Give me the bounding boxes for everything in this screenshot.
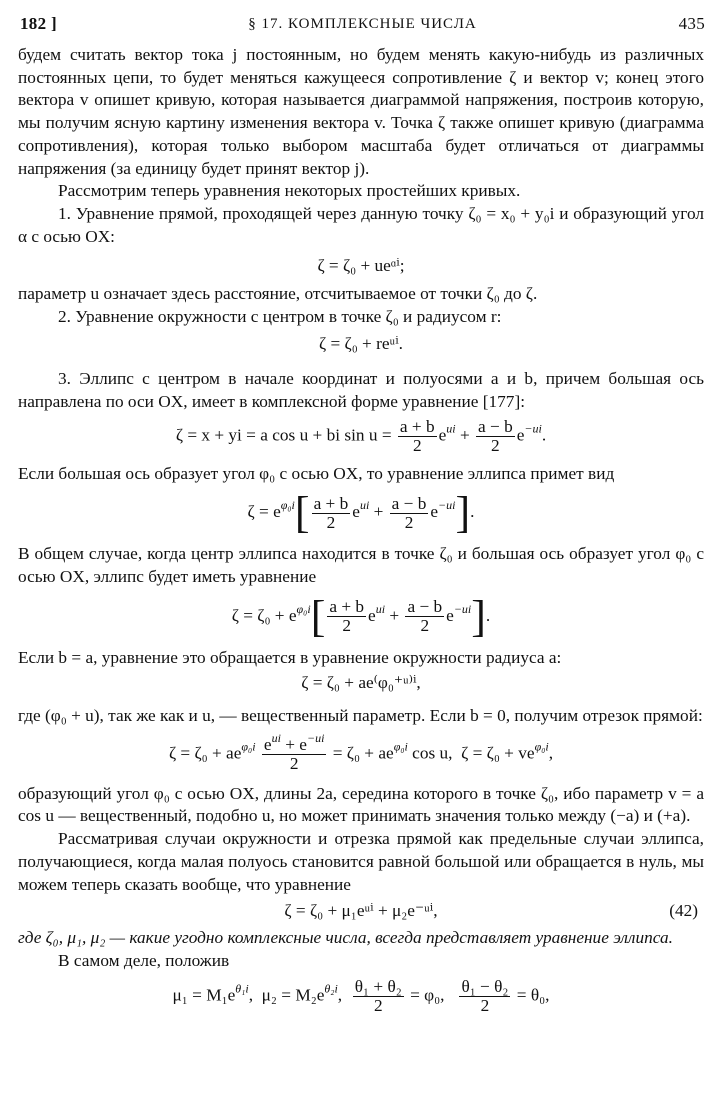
paragraph-b-equals-a: Если b = a, уравнение это обращается в уравнение окружности радиуса a: — [18, 647, 562, 667]
page-number-left: 182 ] — [20, 14, 57, 33]
paragraph-line: 1. Уравнение прямой, проходящей через данную точку ζ₀ = x₀ + y₀i и образующий угол α с осью OX: — [18, 203, 704, 246]
fraction: $\frac{a - b}{2}$ — [478, 416, 513, 455]
equation-general-ellipse: $\zeta = \zeta_0 + e^{\varphi_0i}$[ $\frac{a + b}{2}$ $e^{ui}$ + $\frac{a - b}{2}$ $e^{-ui}$]. — [231, 591, 491, 641]
equation-42 — [18, 900, 704, 923]
fraction: $\frac{a - b}{2}$ — [407, 597, 443, 636]
fraction: $\frac{a + b}{2}$ — [399, 416, 435, 455]
equation-segment: $\zeta = \zeta_0 + ae^{\varphi_0i}$ $\frac{e^{ui} + e^{-ui}}{2}$ = $\zeta_0 + ae^{\varphi_0i}$ cos u, $\zeta = \zeta_0 + ve^{\varphi_0i}$, — [168, 730, 554, 773]
paragraph-segment: образующий угол φ₀ с осью OX, длины 2a, середина которого в точке ζ₀, ибо параметр v = a cos u — вещественный, подобно u, но может принимать значения только между (−a) и (+a). — [18, 783, 704, 826]
equation-substitution: $\mu_1 = M_1e^{\theta_1i}$, $\mu_2 = M_2e^{\theta_2i}$, $\frac{\text{θ₁ + θ₂}}{2}$ = φ₀, $\frac{\text{θ₁ − θ₂}}{2}$ = θ₀, — [172, 977, 550, 1016]
equation-number: (42) — [669, 901, 698, 921]
paragraph-b-zero: где (φ₀ + u), так же как и u, — вещественный параметр. Если b = 0, получим отрезок прямой: — [18, 706, 703, 726]
paragraph-parameter: параметр u означает здесь расстояние, отсчитываемое от точки ζ₀ до ζ. — [18, 284, 538, 304]
equation-42-body: ζ = ζ₀ + μ₁eᵘⁱ + μ₂e⁻ᵘⁱ, — [284, 901, 438, 921]
equation-line: ζ = ζ₀ + ueᵅⁱ; — [317, 256, 405, 276]
page-number-right: 435 — [678, 14, 705, 33]
fraction: $\frac{\text{θ₁ − θ₂}}{2}$ — [461, 977, 509, 1016]
paragraph-limits: Рассматривая случаи окружности и отрезка прямой как предельные случаи эллипса, получающиеся, когда малая полуось становится равной большой или обращается в нуль, мы можем теперь сказать вообще, что уравнение — [18, 829, 704, 894]
fraction: $\frac{\text{θ₁ + θ₂}}{2}$ — [354, 977, 402, 1016]
paragraph-general: В общем случае, когда центр эллипса находится в точке ζ₀ и большая ось образует угол φ₀ с осью OX, эллипс будет иметь уравнение — [18, 544, 704, 586]
equation-ellipse: ζ = x + yi = a cos u + bi sin u = $\frac{a + b}{2}$ $e^{ui}$ + $\frac{a - b}{2}$ $e^{-ui}$. — [175, 416, 547, 455]
equation-circle-radius-a: ζ = ζ₀ + ae⁽φ₀⁺ᵘ⁾ⁱ, — [301, 673, 421, 693]
section-title: § 17. КОМПЛЕКСНЫЕ ЧИСЛА — [248, 16, 477, 32]
page-header — [20, 12, 705, 38]
paragraph-intro: Рассмотрим теперь уравнения некоторых простейших кривых. — [58, 181, 521, 201]
equation-circle: ζ = ζ₀ + reᵘⁱ. — [319, 334, 403, 354]
paragraph-rotated: Если большая ось образует угол φ₀ с осью OX, то уравнение эллипса примет вид — [18, 463, 615, 483]
fraction: $\frac{a - b}{2}$ — [391, 493, 427, 532]
fraction: $\frac{a + b}{2}$ — [329, 597, 365, 636]
paragraph-substitution: В самом деле, положив — [58, 950, 230, 970]
paragraph-ellipse: 3. Эллипс с центром в начале координат и полуосями a и b, причем большая ось направлена по оси OX, имеет в комплексной форме уравнение [177]: — [18, 369, 704, 411]
paragraph-diagram: будем считать вектор тока j постоянным, но будем менять какую-нибудь из различных постоянных цепи, то будет меняться кажущееся сопротивление ζ и вектор v; конец этого вектора v опишет кривую, которая называется диаграммой напряжения, построив которую, мы получим ясную картину изменения вектора v. Точка ζ также опишет кривую (диаграмма сопротивления), которая только выбором масштаба будет отличаться от диаграммы напряжения (за единицу будет принят вектор j). — [18, 45, 704, 178]
page-body — [18, 44, 704, 1015]
paragraph-theorem: где ζ₀, μ₁, μ₂ — какие угодно комплексные числа, всегда представляет уравнение эллипса. — [18, 927, 673, 947]
paragraph-circle: 2. Уравнение окружности с центром в точке ζ₀ и радиусом r: — [58, 306, 502, 326]
equation-ellipse-left: ζ = x + yi = a cos u + bi sin u = — [175, 425, 392, 445]
fraction: $\frac{e^{ui} + e^{-ui}}{2}$ — [263, 730, 325, 773]
fraction: $\frac{a + b}{2}$ — [313, 493, 349, 532]
equation-rotated-ellipse: $\zeta = e^{\varphi_0i}$[ $\frac{a + b}{2}$ $e^{ui}$ + $\frac{a - b}{2}$ $e^{-ui}$]. — [247, 488, 475, 538]
